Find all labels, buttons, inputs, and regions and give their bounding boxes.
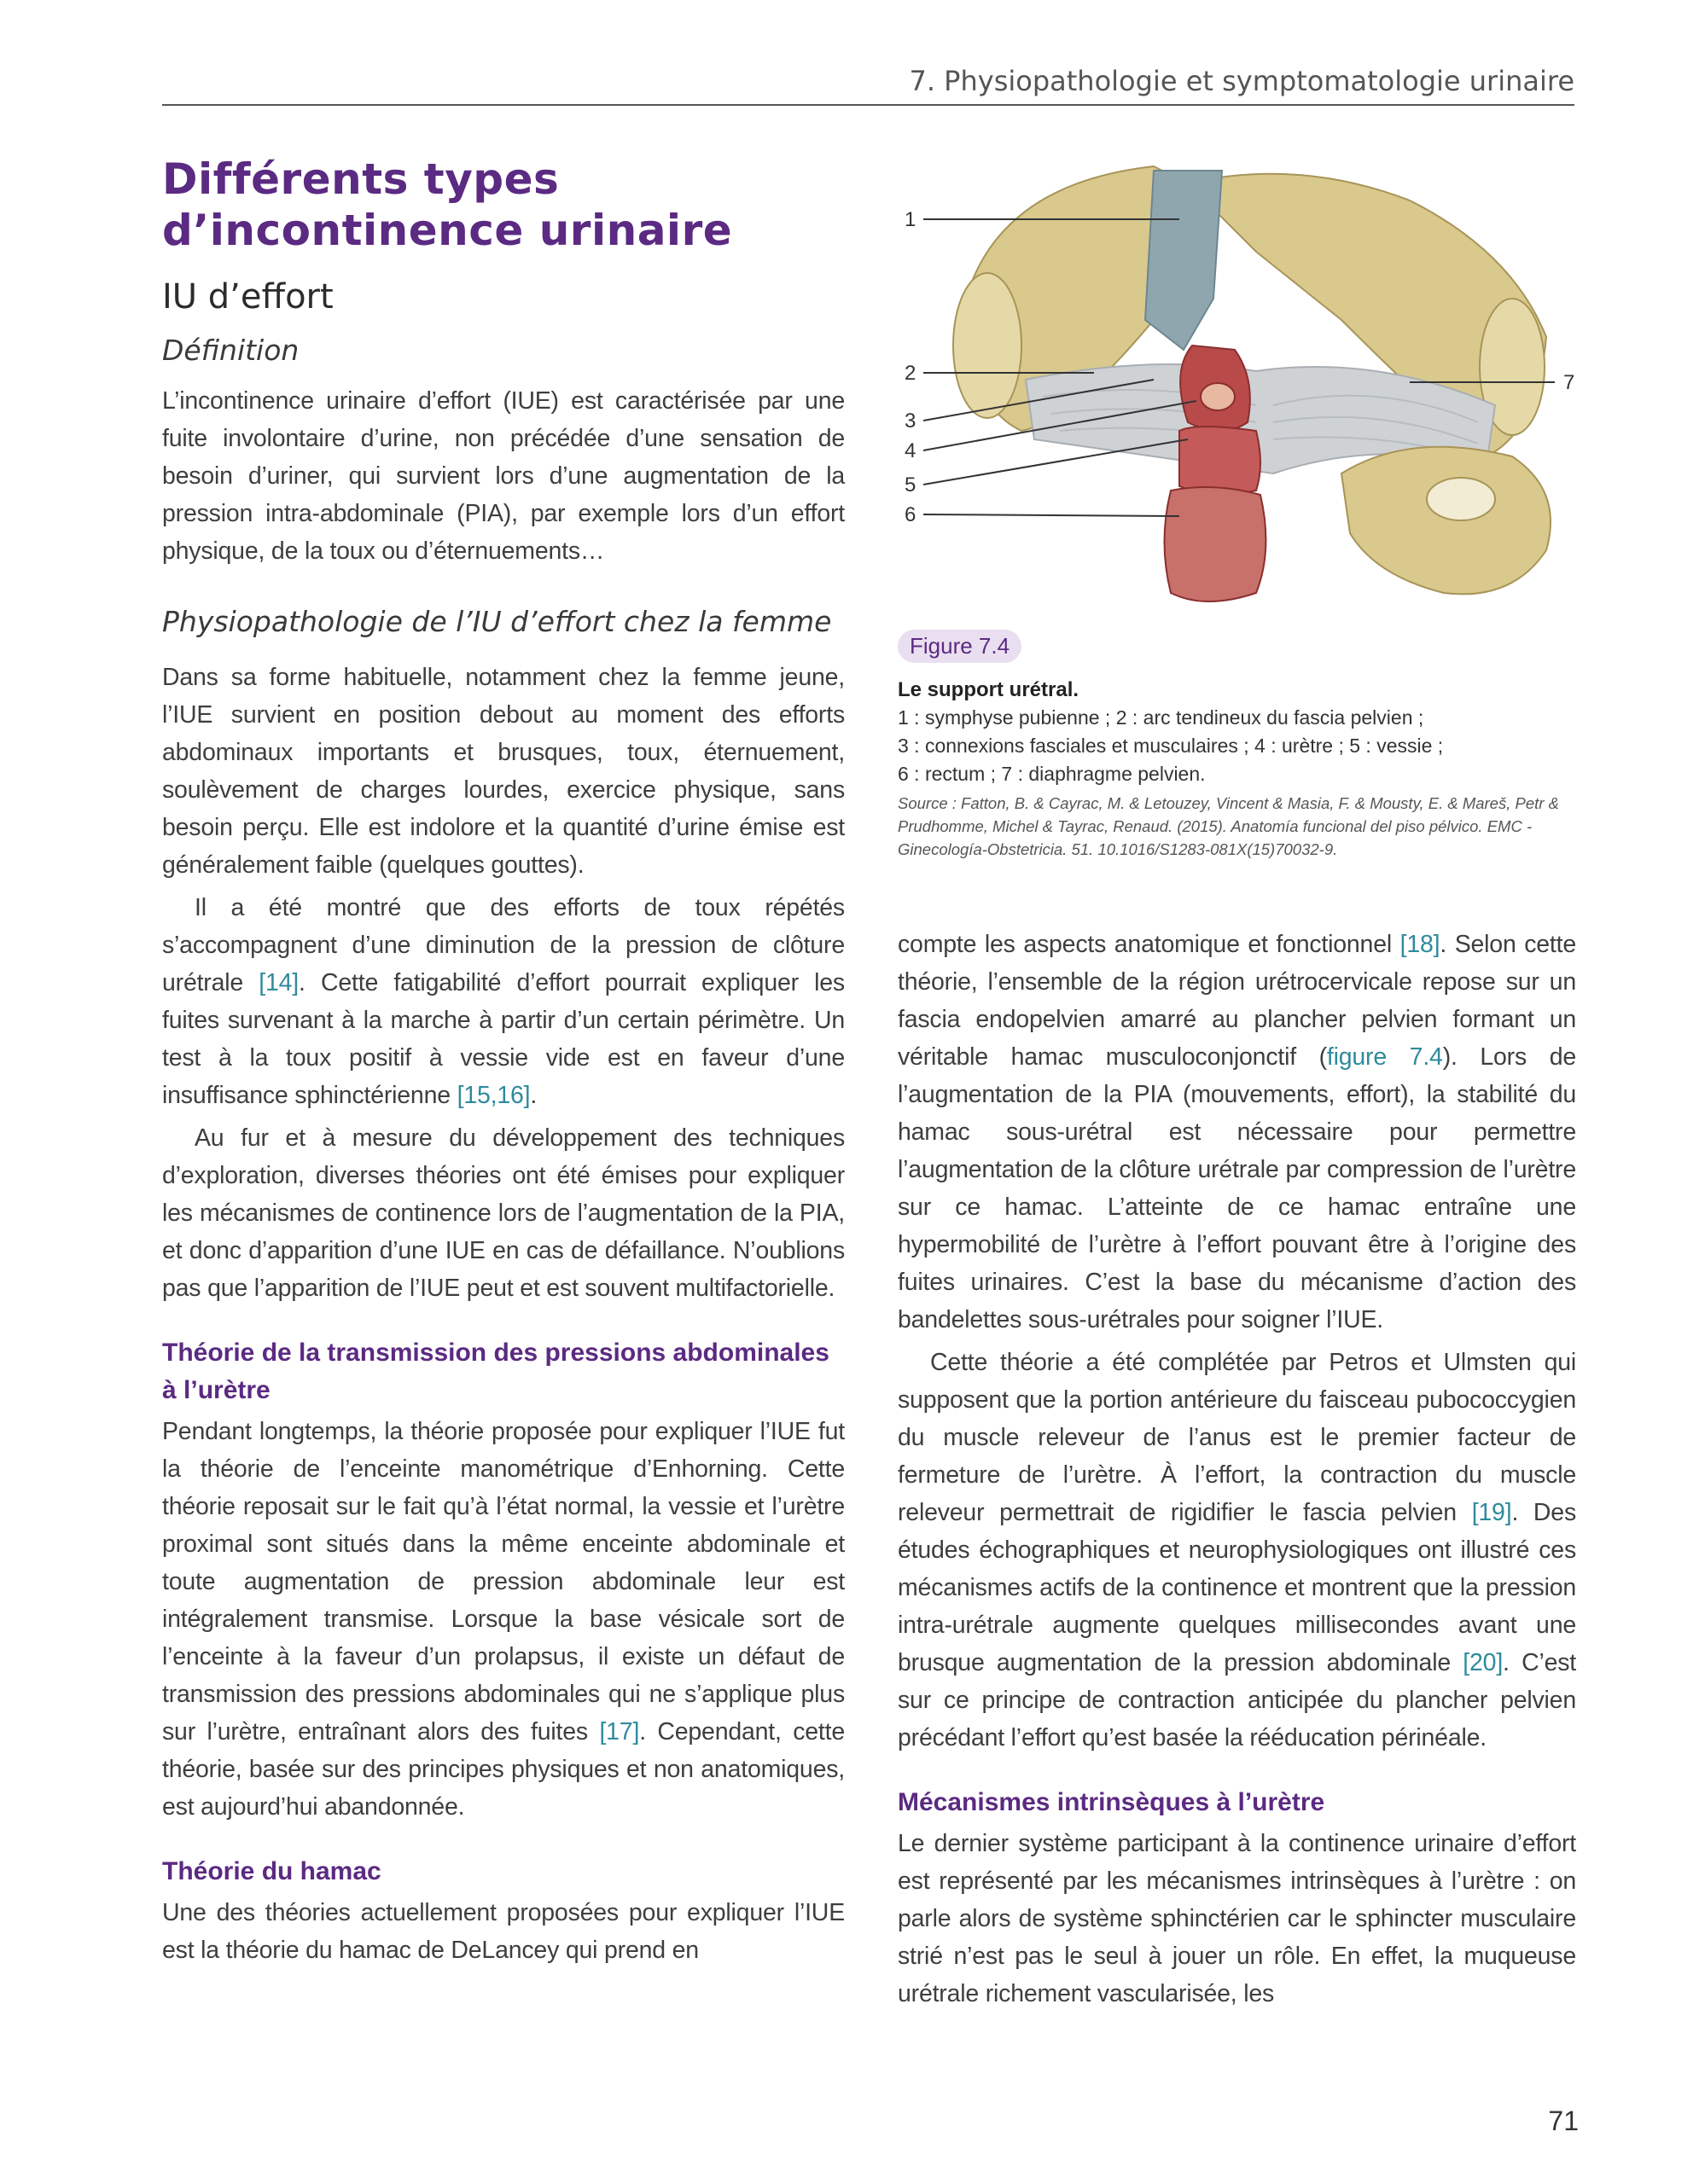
hammock-continued-paragraph	[898, 926, 1576, 1339]
text-span: . Selon cette théorie, l’ensemble de la région urétrocervicale repose sur un fascia endopelvien amarré au plancher pelvien formant un véritable hamac musculoconjonctif (	[898, 931, 1576, 1071]
citation-link-17[interactable]: [17]	[599, 1718, 640, 1745]
left-column	[162, 154, 845, 1969]
figure-label-2: 2	[905, 362, 916, 385]
running-title: 7. Physiopathologie et symptomatologie urinaire	[909, 65, 1574, 97]
text-span: ). Lors de l’augmentation de la PIA (mouvements, effort), la stabilité du hamac sous-urétral est nécessaire pour permettre l’augmentation de la clôture urétrale par compression de l’urètre sur ce hamac. L’atteinte de ce hamac entraîne une hypermobilité de l’urètre à l’effort pouvant être à l’origine des fuites urinaires. C’est la base du mécanisme d’action des bandelettes sous-urétrales pour soigner l’IUE.	[898, 1043, 1576, 1333]
figure-caption	[898, 630, 1580, 861]
text-span: .	[530, 1082, 538, 1109]
caption-line-3: 6 : rectum ; 7 : diaphragme pelvien.	[898, 763, 1206, 785]
figure-label-3: 3	[905, 410, 916, 433]
intrinsic-mechanisms-heading: Mécanismes intrinsèques à l’urètre	[898, 1788, 1325, 1816]
section-title: Différents types d’incontinence urinaire	[162, 154, 733, 255]
figure-link-7-4[interactable]: figure 7.4	[1326, 1043, 1443, 1071]
figure-label-4: 4	[905, 439, 916, 462]
sacrum-coccyx	[1341, 447, 1551, 595]
page-number: 71	[1548, 2106, 1579, 2136]
text-span: . Des études échographiques et neurophysiologiques ont illustré ces mécanismes actifs de la continence et montrent que la pression intra-urétrale augmente quelques millisecondes avant une brusque augmentation de la pression abdominale	[898, 1499, 1576, 1676]
symphysis	[1145, 171, 1222, 350]
bone-section-left	[953, 273, 1021, 418]
citation-link-18[interactable]: [18]	[1399, 931, 1440, 958]
text-span: . C’est sur ce principe de contraction anticipée du plancher pelvien précédant l’effort qu’est basée la rééducation périnéale.	[898, 1649, 1577, 1751]
citation-link-14[interactable]: [14]	[259, 969, 300, 996]
citation-link-19[interactable]: [19]	[1471, 1499, 1512, 1526]
physio-paragraph-1: Dans sa forme habituelle, notamment chez la femme jeune, l’IUE survient en position debout au moment des efforts abdominaux importants et brusques, toux, éternuement, soulèvement de charges lourdes, exercice physique, sans besoin perçu. Elle est indolore et la quantité d’urine émise est généralement faible (quelques gouttes).	[162, 664, 845, 879]
definition-paragraph: L’incontinence urinaire d’effort (IUE) est caractérisée par une fuite involontaire d’urine, non précédée d’une sensation de besoin d’uriner, qui survient lors d’une augmentation de la pression intra-abdominale (PIA), par exemple lors d’un effort physique, de la toux ou d’éternuements…	[162, 387, 845, 565]
figure-label-1: 1	[905, 208, 916, 231]
figure-label-7: 7	[1563, 371, 1575, 394]
citation-link-15-16[interactable]: [15,16]	[457, 1082, 531, 1109]
figure-label-6: 6	[905, 503, 916, 526]
text-span: Il a été montré que des efforts de toux répétés s’accompagnent d’une diminution de la pression de clôture urétrale	[162, 894, 845, 996]
theory-hammock-paragraph: Une des théories actuellement proposées pour expliquer l’IUE est la théorie du hamac de DeLancey qui prend en	[162, 1899, 845, 1964]
text-span: . Cette fatigabilité d’effort pourrait expliquer les fuites survenant à la marche à partir d’un certain périmètre. Un test à la toux positif à vessie vide est en faveur d’une insuffisance sphinctérienne	[162, 969, 845, 1109]
right-column	[898, 926, 1576, 2013]
figure-badge: Figure 7.4	[898, 630, 1021, 663]
figure-label-5: 5	[905, 473, 916, 497]
text-span: Pendant longtemps, la théorie proposée pour expliquer l’IUE fut la théorie de l’enceinte manométrique d’Enhorning. Cette théorie reposait sur le fait qu’à l’état normal, la vessie et l’urètre proximal sont situés dans la même enceinte abdominale et toute augmentation de pression abdominale leur est intégralement transmise. Lorsque la base vésicale sort de l’enceinte à la faveur d’un prolapsus, il existe un défaut de transmission des pressions abdominales qui ne s’applique plus sur l’urètre, entraînant alors des fuites	[162, 1418, 845, 1745]
rectum	[1165, 487, 1266, 601]
caption-title: Le support urétral.	[898, 678, 1079, 701]
physio-paragraph-2	[162, 889, 845, 1114]
subsection-title: IU d’effort	[162, 277, 334, 317]
caption-line-1: 1 : symphyse pubienne ; 2 : arc tendineux du fascia pelvien ;	[898, 706, 1424, 729]
theory-transmission-paragraph	[162, 1413, 845, 1826]
urethra-opening	[1201, 383, 1235, 410]
text-span: compte les aspects anatomique et fonctionnel	[898, 931, 1400, 958]
running-header	[162, 67, 1574, 106]
text-span: . Cependant, cette théorie, basée sur des principes physiques et non anatomiques, est aujourd’hui abandonnée.	[162, 1718, 845, 1821]
sacrum-foramen	[1427, 478, 1495, 520]
citation-link-20[interactable]: [20]	[1463, 1649, 1504, 1676]
theory-transmission-heading: Théorie de la transmission des pressions abdominales à l’urètre	[162, 1339, 829, 1404]
theory-hammock-heading: Théorie du hamac	[162, 1857, 381, 1885]
physio-paragraph-3: Au fur et à mesure du développement des techniques d’exploration, diverses théories ont été émises pour expliquer les mécanismes de continence lors de l’augmentation de la PIA, et donc d’apparition d’une IUE en cas de défaillance. N’oublions pas que l’apparition de l’IUE peut et est souvent multifactorielle.	[162, 1124, 845, 1302]
petros-ulmsten-paragraph	[898, 1344, 1576, 1757]
text-span: Cette théorie a été complétée par Petros et Ulmsten qui supposent que la portion antérieure du faisceau pubococcygien du muscle releveur de l’anus est le premier facteur de fermeture de l’urètre. À l’effort, la contraction du muscle releveur permettrait de rigidifier le fascia pelvien	[898, 1349, 1576, 1526]
intrinsic-mechanisms-paragraph: Le dernier système participant à la continence urinaire d’effort est représenté par les mécanismes intrinsèques à l’urètre : on parle alors de système sphinctérien car le sphincter musculaire strié n’est pas le seul à jouer un rôle. En effet, la muqueuse urétrale richement vascularisée, les	[898, 1830, 1576, 2007]
caption-line-2: 3 : connexions fasciales et musculaires ; 4 : urètre ; 5 : vessie ;	[898, 735, 1444, 757]
vagina	[1179, 427, 1260, 494]
anatomy-illustration	[898, 149, 1580, 627]
definition-heading: Définition	[162, 334, 300, 367]
caption-source: Source : Fatton, B. & Cayrac, M. & Letouzey, Vincent & Masia, F. & Mousty, E. & Mareš, Petr & Prudhomme, Michel & Tayrac, Renaud. (2015). Anatomía funcional del piso pélvico. EMC - Ginecología-Obstetricia. 51. 10.1016/S1283-081X(15)70032-9.	[898, 794, 1559, 858]
physiopathology-heading: Physiopathologie de l’IU d’effort chez la femme	[162, 605, 832, 638]
